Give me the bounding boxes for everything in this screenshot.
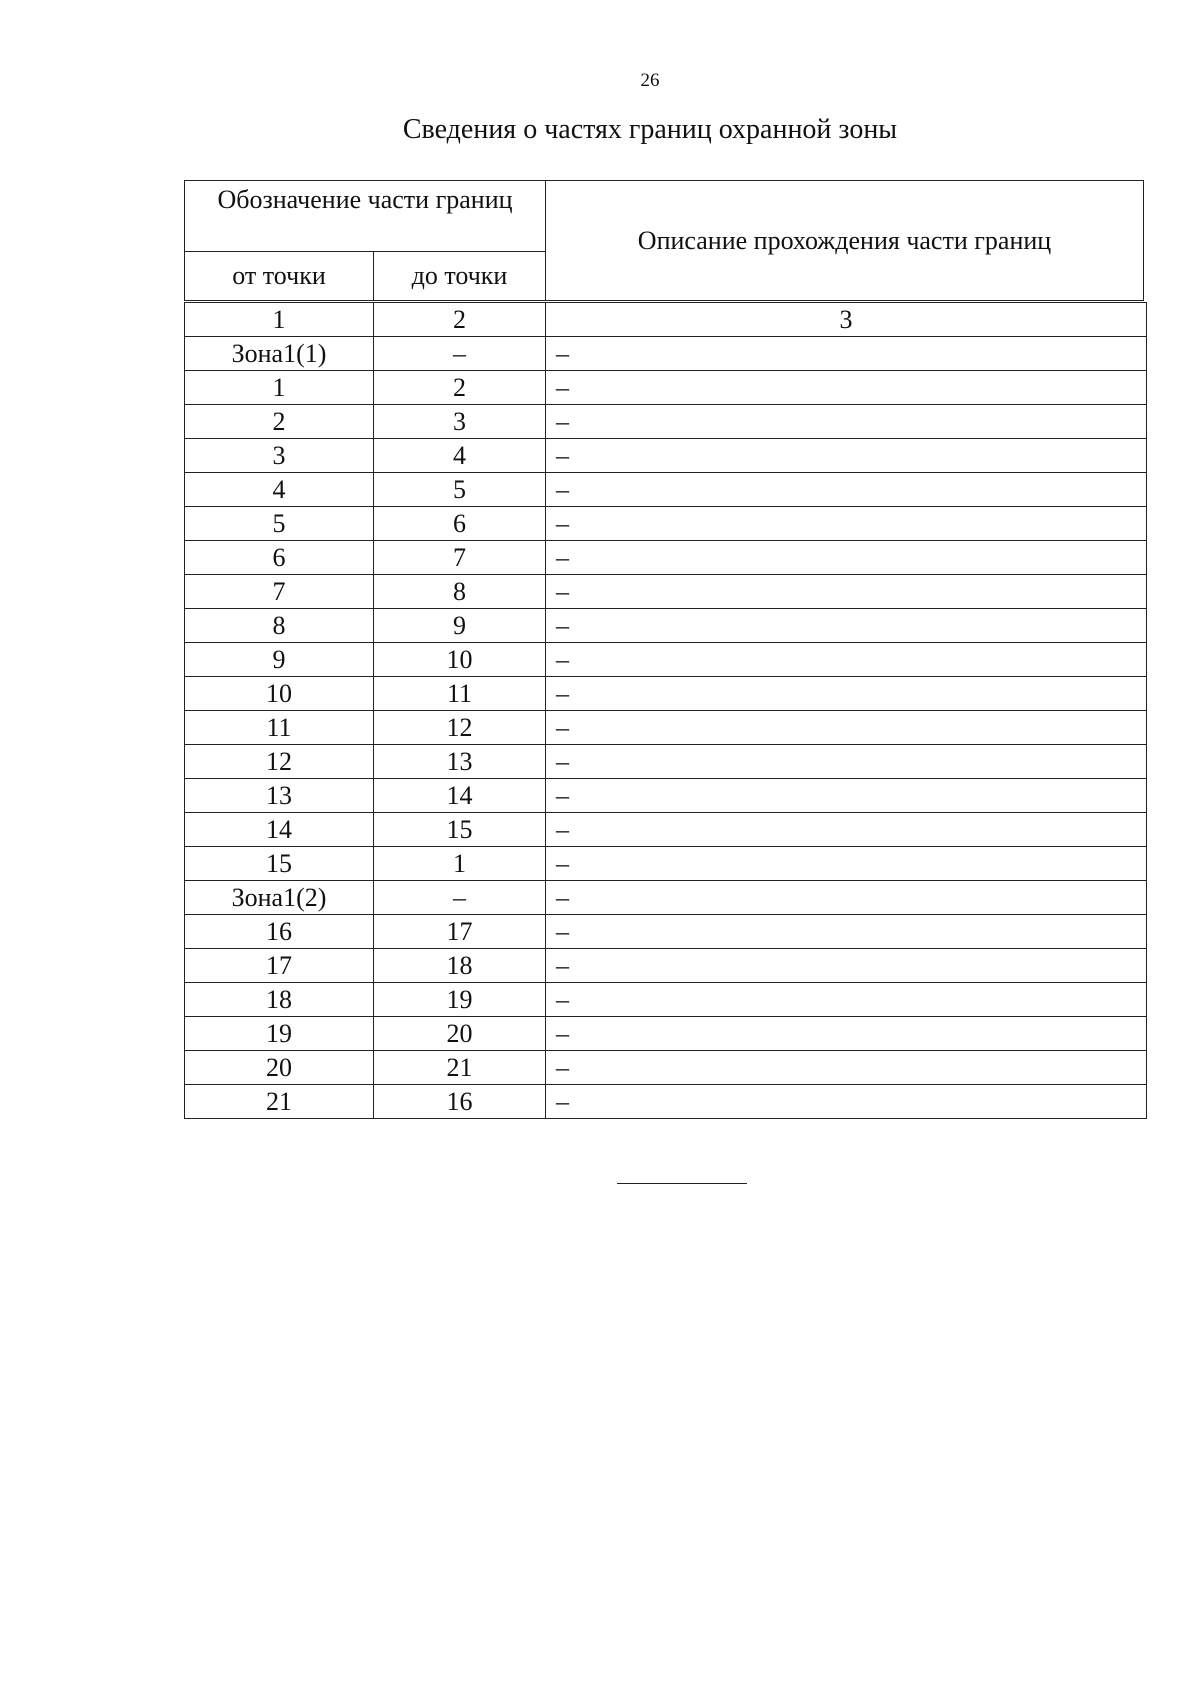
from-point-cell: Зона1(2) [185,881,374,915]
to-point-cell: 4 [374,439,546,473]
from-point-cell: Зона1(1) [185,337,374,371]
table-row [185,949,1147,983]
description-cell: – [546,847,1147,881]
to-point-cell: – [374,337,546,371]
from-point-cell: 9 [185,643,374,677]
to-point-cell: 6 [374,507,546,541]
description-cell: – [546,609,1147,643]
table-row [185,779,1147,813]
table-row [185,677,1147,711]
from-point-cell: 18 [185,983,374,1017]
to-point-cell: 9 [374,609,546,643]
to-point-cell: 15 [374,813,546,847]
table-row [185,541,1147,575]
to-point-cell: 10 [374,643,546,677]
to-point-cell: 17 [374,915,546,949]
from-point-cell: 7 [185,575,374,609]
from-point-cell: 16 [185,915,374,949]
to-point-cell: 13 [374,745,546,779]
column-number-row [185,303,1147,337]
description-cell: – [546,643,1147,677]
description-cell: – [546,881,1147,915]
table-row [185,983,1147,1017]
description-cell: – [546,575,1147,609]
table-header [184,180,1144,301]
to-point-cell: 7 [374,541,546,575]
description-cell: – [546,915,1147,949]
page-number: 26 [640,70,660,91]
to-point-cell: 12 [374,711,546,745]
description-cell: – [546,337,1147,371]
header-description: Описание прохождения части границ [546,181,1144,301]
from-point-cell: 1 [185,371,374,405]
to-point-cell: 16 [374,1085,546,1119]
header-from-point: от точки [185,252,374,301]
from-point-cell: 8 [185,609,374,643]
table-row [185,1085,1147,1119]
description-cell: – [546,813,1147,847]
description-cell: – [546,439,1147,473]
column-number: 2 [374,303,546,337]
header-group-boundary-part: Обозначение части границ [185,181,546,252]
from-point-cell: 4 [185,473,374,507]
table-body [185,303,1147,1119]
description-cell: – [546,541,1147,575]
table-row [185,847,1147,881]
to-point-cell: 18 [374,949,546,983]
table-row [185,1017,1147,1051]
description-cell: – [546,745,1147,779]
table-row [185,643,1147,677]
description-cell: – [546,507,1147,541]
to-point-cell: 3 [374,405,546,439]
from-point-cell: 20 [185,1051,374,1085]
table-row [185,881,1147,915]
from-point-cell: 21 [185,1085,374,1119]
description-cell: – [546,473,1147,507]
table-row [185,575,1147,609]
from-point-cell: 3 [185,439,374,473]
description-cell: – [546,711,1147,745]
from-point-cell: 13 [185,779,374,813]
from-point-cell: 17 [185,949,374,983]
table-row [185,813,1147,847]
table-row [185,507,1147,541]
from-point-cell: 2 [185,405,374,439]
table-row [185,745,1147,779]
from-point-cell: 11 [185,711,374,745]
table-row [185,337,1147,371]
table-row [185,915,1147,949]
from-point-cell: 19 [185,1017,374,1051]
from-point-cell: 15 [185,847,374,881]
to-point-cell: 2 [374,371,546,405]
description-cell: – [546,677,1147,711]
table-row [185,405,1147,439]
to-point-cell: 1 [374,847,546,881]
from-point-cell: 12 [185,745,374,779]
table-row [185,711,1147,745]
to-point-cell: 19 [374,983,546,1017]
to-point-cell: 11 [374,677,546,711]
to-point-cell: 5 [374,473,546,507]
end-of-page-rule [617,1183,747,1184]
to-point-cell: – [374,881,546,915]
from-point-cell: 6 [185,541,374,575]
boundary-table [184,302,1147,1119]
table-row [185,609,1147,643]
column-number: 3 [546,303,1147,337]
table-row [185,473,1147,507]
description-cell: – [546,1017,1147,1051]
description-cell: – [546,983,1147,1017]
to-point-cell: 8 [374,575,546,609]
description-cell: – [546,371,1147,405]
to-point-cell: 14 [374,779,546,813]
page-title: Сведения о частях границ охранной зоны [402,114,898,145]
table-row [185,1051,1147,1085]
description-cell: – [546,949,1147,983]
from-point-cell: 14 [185,813,374,847]
to-point-cell: 21 [374,1051,546,1085]
description-cell: – [546,405,1147,439]
header-to-point: до точки [374,252,546,301]
description-cell: – [546,1085,1147,1119]
description-cell: – [546,1051,1147,1085]
from-point-cell: 10 [185,677,374,711]
to-point-cell: 20 [374,1017,546,1051]
column-number: 1 [185,303,374,337]
from-point-cell: 5 [185,507,374,541]
table-row [185,371,1147,405]
table-row [185,439,1147,473]
description-cell: – [546,779,1147,813]
